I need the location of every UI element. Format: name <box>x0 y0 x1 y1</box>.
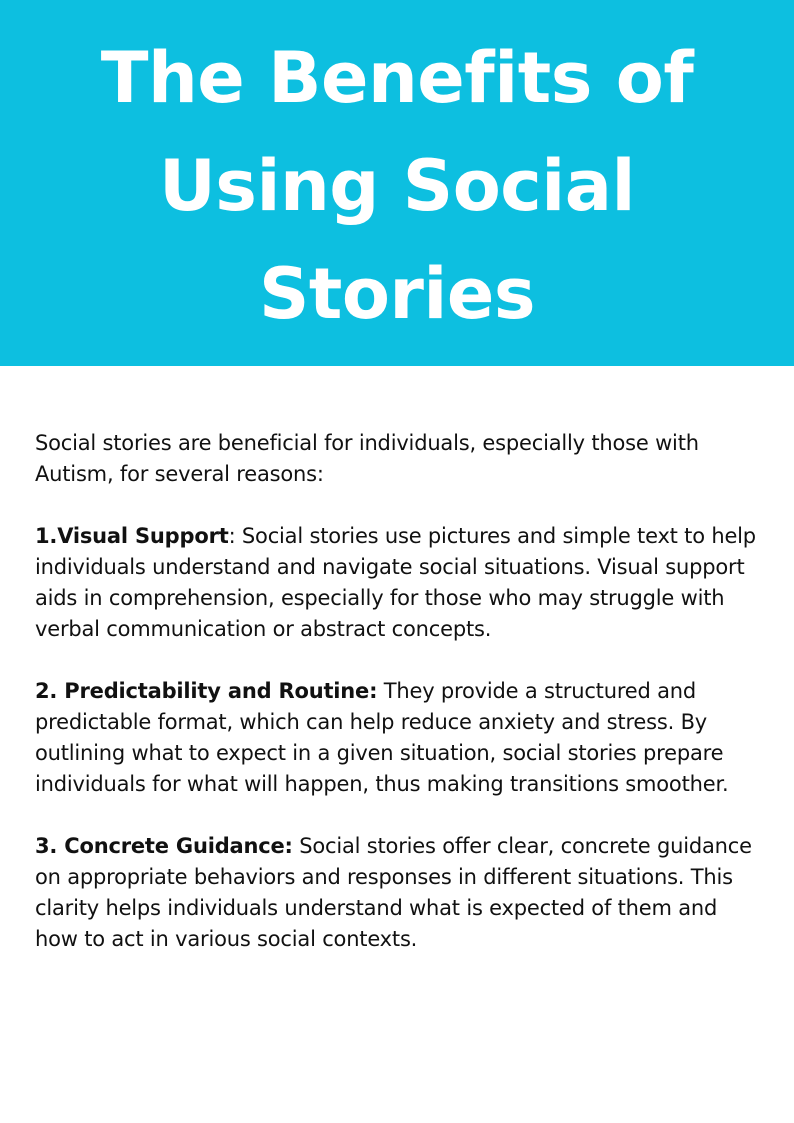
benefit-text: : Social stories use pictures and simple text to help individuals understand and navigate social situations. Visual support aids in comprehension, especially for those who may struggle with verbal communication or abstract concepts. <box>35 524 756 641</box>
intro-paragraph: Social stories are beneficial for individuals, especially those with Autism, for several reasons: <box>35 431 699 486</box>
benefit-text: Social stories offer clear, concrete guidance on appropriate behaviors and responses in different situations. This clarity helps individuals understand what is expected of them and how to act in various social contexts. <box>35 834 752 951</box>
title-line-2: Using Social <box>158 145 636 227</box>
benefit-heading: 3. Concrete Guidance: <box>35 834 293 858</box>
title-line-1: The Benefits of <box>100 37 694 119</box>
page-title <box>0 24 794 348</box>
benefit-heading: 2. Predictability and Routine: <box>35 679 378 703</box>
benefit-heading: 1.Visual Support <box>35 524 229 548</box>
benefit-concrete-guidance <box>35 831 765 955</box>
benefit-text: They provide a structured and predictable format, which can help reduce anxiety and stress. By outlining what to expect in a given situation, social stories prepare individuals for what will happen, thus making transitions smoother. <box>35 679 729 796</box>
benefit-visual-support <box>35 521 765 645</box>
benefit-predictability <box>35 676 765 800</box>
title-line-3: Stories <box>258 253 536 335</box>
body-content <box>35 428 765 986</box>
title-banner <box>0 0 794 366</box>
